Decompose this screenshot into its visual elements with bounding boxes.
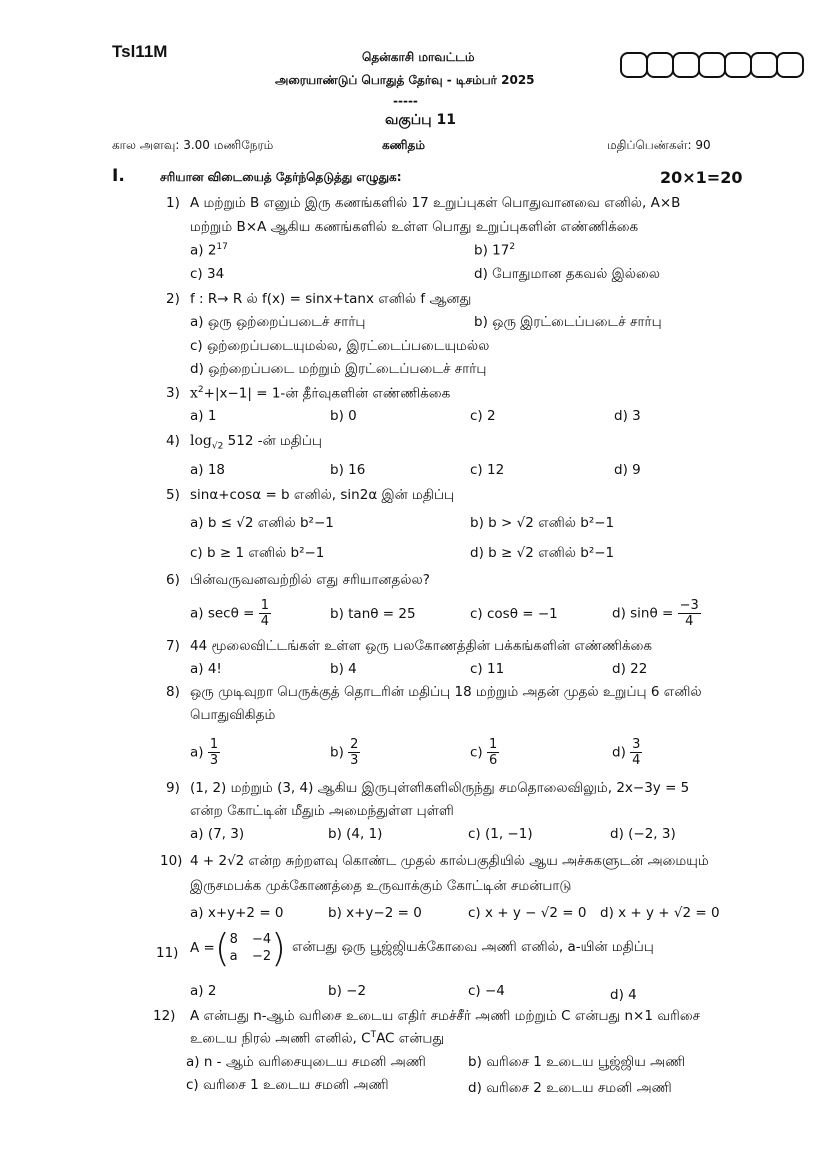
q12-option-d[interactable]: d) வரிசை 2 உடைய சமனி அணி <box>468 1080 672 1096</box>
register-box[interactable] <box>646 52 674 78</box>
exam-duration: கால அளவு: 3.00 மணிநேரம் <box>112 138 274 152</box>
q8-option-a[interactable]: a) $\frac{1}{3}$ <box>190 737 219 768</box>
q8-text: ஒரு முடிவுறா பெருக்குத் தொடரின் மதிப்பு 18 மற்றும் அதன் முதல் உறுப்பு 6 எனில் <box>190 684 702 700</box>
q1-option-c[interactable]: c) 34 <box>190 266 225 282</box>
section-numeral: I. <box>112 166 125 186</box>
district-title: தென்காசி மாவட்டம் <box>362 50 475 64</box>
register-box[interactable] <box>724 52 752 78</box>
q4-option-a[interactable]: a) 18 <box>190 462 226 478</box>
q5-option-b[interactable]: b) b > √2 எனில் b²−1 <box>470 515 615 531</box>
q9-number: 9) <box>166 780 180 796</box>
header-dots: ----- <box>393 94 418 108</box>
q7-option-a[interactable]: a) 4! <box>190 661 222 677</box>
q12-option-a[interactable]: a) n - ஆம் வரிசையுடைய சமனி அணி <box>186 1054 426 1070</box>
q5-number: 5) <box>166 487 180 503</box>
q8-number: 8) <box>166 684 180 700</box>
q10-option-b[interactable]: b) x+y−2 = 0 <box>328 905 422 921</box>
q12-text-cont: உடைய நிரல் அணி எனில், $C^TAC$ என்பது <box>190 1030 445 1047</box>
q8-option-c[interactable]: c) $\frac{1}{6}$ <box>470 737 498 768</box>
q2-option-c[interactable]: c) ஒற்றைப்படையுமல்ல, இரட்டைப்படையுமல்ல <box>190 338 490 354</box>
q3-number: 3) <box>166 385 180 401</box>
q9-text-cont: என்ற கோட்டின் மீதும் அமைந்துள்ள புள்ளி <box>190 803 454 819</box>
q2-option-d[interactable]: d) ஒற்றைப்படை மற்றும் இரட்டைப்படைச் சார்பு <box>190 361 487 377</box>
q4-text: $\log_{√2} 512$ -ன் மதிப்பு <box>190 433 322 452</box>
q10-text: 4 + 2√2 என்ற சுற்றளவு கொண்ட முதல் கால்பகுதியில் ஆய அச்சுகளுடன் அமையும் <box>190 853 709 869</box>
q6-option-c[interactable]: c) cosθ = −1 <box>470 606 558 622</box>
q6-text: பின்வருவனவற்றில் எது சரியானதல்ல? <box>190 572 430 588</box>
total-marks: மதிப்பெண்கள்: 90 <box>607 138 711 152</box>
q9-option-b[interactable]: b) (4, 1) <box>328 826 383 842</box>
q12-option-b[interactable]: b) வரிசை 1 உடைய பூஜ்ஜிய அணி <box>468 1054 686 1070</box>
q1-option-b[interactable]: b) $17^2$ <box>474 242 516 259</box>
q3-option-d[interactable]: d) 3 <box>614 408 641 424</box>
q2-option-b[interactable]: b) ஒரு இரட்டைப்படைச் சார்பு <box>474 314 662 330</box>
q10-text-cont: இருசமபக்க முக்கோணத்தை உருவாக்கும் கோட்டின் சமன்பாடு <box>190 878 572 894</box>
q4-option-b[interactable]: b) 16 <box>330 462 366 478</box>
register-box[interactable] <box>698 52 726 78</box>
q11-option-b[interactable]: b) −2 <box>328 983 367 999</box>
q5-option-a[interactable]: a) b ≤ √2 எனில் b²−1 <box>190 515 334 531</box>
q9-option-a[interactable]: a) (7, 3) <box>190 826 245 842</box>
q6-number: 6) <box>166 572 180 588</box>
exam-title: அரையாண்டுப் பொதுத் தேர்வு - டிசம்பர் 2025 <box>275 73 535 87</box>
q11-number: 11) <box>156 945 179 961</box>
q7-option-c[interactable]: c) 11 <box>470 661 505 677</box>
q10-option-d[interactable]: d) x + y + √2 = 0 <box>600 905 720 921</box>
q11-matrix: ( 8 −4 a −2 ) <box>214 926 286 970</box>
q10-number: 10) <box>160 853 183 869</box>
q1-text-cont: மற்றும் B×A ஆகிய கணங்களில் உள்ள பொது உறுப்புகளின் எண்ணிக்கை <box>190 219 639 235</box>
q6-option-b[interactable]: b) tanθ = 25 <box>330 606 416 622</box>
q10-option-c[interactable]: c) x + y − √2 = 0 <box>468 905 587 921</box>
q8-text-cont: பொதுவிகிதம் <box>190 707 276 723</box>
q1-text: A மற்றும் B எனும் இரு கணங்களில் 17 உறுப்புகள் பொதுவானவை எனில், A×B <box>190 195 681 211</box>
q4-option-d[interactable]: d) 9 <box>614 462 641 478</box>
q5-text: sinα+cosα = b எனில், sin2α இன் மதிப்பு <box>190 487 455 503</box>
section-score: 20×1=20 <box>660 168 743 187</box>
class-title: வகுப்பு 11 <box>385 112 456 128</box>
q11-option-a[interactable]: a) 2 <box>190 983 217 999</box>
q12-number: 12) <box>153 1008 176 1024</box>
register-box[interactable] <box>672 52 700 78</box>
q8-option-b[interactable]: b) $\frac{2}{3}$ <box>330 737 359 768</box>
q2-number: 2) <box>166 291 180 307</box>
q1-option-d[interactable]: d) போதுமான தகவல் இல்லை <box>474 266 660 282</box>
q5-option-d[interactable]: d) b ≥ √2 எனில் b²−1 <box>470 545 615 561</box>
q3-option-a[interactable]: a) 1 <box>190 408 217 424</box>
q1-option-a[interactable]: a) $2^{17}$ <box>190 242 228 259</box>
q3-option-c[interactable]: c) 2 <box>470 408 496 424</box>
q7-number: 7) <box>166 638 180 654</box>
q9-option-d[interactable]: d) (−2, 3) <box>610 826 676 842</box>
q7-option-b[interactable]: b) 4 <box>330 661 357 677</box>
q2-text: f : R→ R ல் f(x) = sinx+tanx எனில் f ஆனது <box>190 291 472 307</box>
q4-option-c[interactable]: c) 12 <box>470 462 505 478</box>
register-number-boxes <box>620 52 802 78</box>
q5-option-c[interactable]: c) b ≥ 1 எனில் b²−1 <box>190 545 325 561</box>
register-box[interactable] <box>620 52 648 78</box>
q10-option-a[interactable]: a) x+y+2 = 0 <box>190 905 284 921</box>
q12-text: A என்பது n-ஆம் வரிசை உடைய எதிர் சமச்சீர் அணி மற்றும் C என்பது n×1 வரிசை <box>190 1008 701 1024</box>
q6-option-d[interactable]: d) sinθ = $\frac{-3}{4}$ <box>612 598 699 629</box>
q8-option-d[interactable]: d) $\frac{3}{4}$ <box>612 737 641 768</box>
q6-option-a[interactable]: a) secθ = $\frac{1}{4}$ <box>190 598 270 629</box>
q11-option-d[interactable]: d) 4 <box>610 987 637 1003</box>
q3-text: $x^2+|x-1|$ = 1-ன் தீர்வுகளின் எண்ணிக்கை <box>190 385 451 402</box>
q11-option-c[interactable]: c) −4 <box>468 983 505 999</box>
section-instruction: சரியான விடையைத் தேர்ந்தெடுத்து எழுதுக: <box>160 170 402 184</box>
q2-option-a[interactable]: a) ஒரு ஒற்றைப்படைச் சார்பு <box>190 314 366 330</box>
subject-title: கணிதம் <box>382 138 425 152</box>
paper-code: Tsl11M <box>112 42 168 61</box>
q4-number: 4) <box>166 433 180 449</box>
q11-text: A = ( 8 −4 a −2 ) என்பது ஒரு பூஜ்ஜியக்கோவை அணி எனில், a-யின் மதிப்பு <box>190 926 654 970</box>
q9-option-c[interactable]: c) (1, −1) <box>468 826 533 842</box>
q1-number: 1) <box>166 195 180 211</box>
q7-option-d[interactable]: d) 22 <box>612 661 648 677</box>
q9-text: (1, 2) மற்றும் (3, 4) ஆகிய இருபுள்ளிகளிலிருந்து சமதொலைவிலும், 2x−3y = 5 <box>190 780 690 796</box>
q12-option-c[interactable]: c) வரிசை 1 உடைய சமனி அணி <box>186 1077 389 1093</box>
q3-option-b[interactable]: b) 0 <box>330 408 357 424</box>
q7-text: 44 மூலைவிட்டங்கள் உள்ள ஒரு பலகோணத்தின் பக்கங்களின் எண்ணிக்கை <box>190 638 653 654</box>
register-box[interactable] <box>750 52 778 78</box>
register-box[interactable] <box>776 52 804 78</box>
